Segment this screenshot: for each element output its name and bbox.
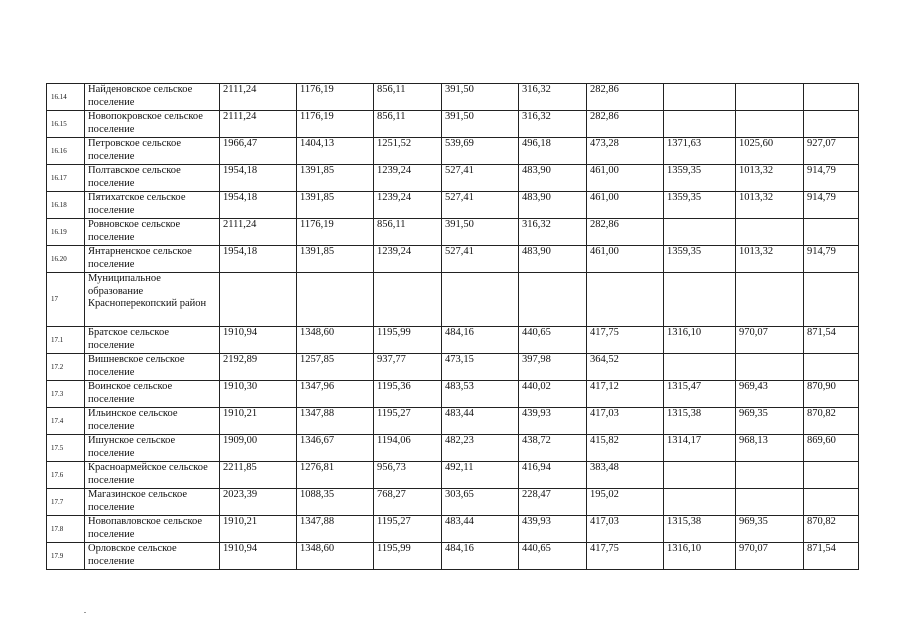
value-cell: 483,44 (442, 408, 519, 435)
value-cell: 1257,85 (297, 354, 374, 381)
value-cell: 1347,88 (297, 408, 374, 435)
row-number: 17.2 (47, 354, 85, 381)
value-cell: 2111,24 (220, 219, 297, 246)
settlement-name: Ровновское сельское поселение (85, 219, 220, 246)
value-cell: 527,41 (442, 192, 519, 219)
value-cell: 1359,35 (664, 165, 736, 192)
value-cell: 1371,63 (664, 138, 736, 165)
value-cell: 1195,99 (374, 543, 442, 570)
value-cell (804, 111, 859, 138)
value-cell: 1195,36 (374, 381, 442, 408)
value-cell: 1314,17 (664, 435, 736, 462)
value-cell: 440,65 (519, 327, 587, 354)
row-number: 17.6 (47, 462, 85, 489)
value-cell: 2111,24 (220, 111, 297, 138)
value-cell: 1276,81 (297, 462, 374, 489)
value-cell: 397,98 (519, 354, 587, 381)
value-cell: 1391,85 (297, 246, 374, 273)
value-cell: 1348,60 (297, 327, 374, 354)
value-cell: 1195,99 (374, 327, 442, 354)
settlement-name: Воинское сельское поселение (85, 381, 220, 408)
settlement-name: Петровское сельское поселение (85, 138, 220, 165)
value-cell (804, 489, 859, 516)
settlement-name: Ишунское сельское поселение (85, 435, 220, 462)
table-row (47, 408, 859, 435)
value-cell: 1954,18 (220, 192, 297, 219)
value-cell: 1316,10 (664, 327, 736, 354)
value-cell: 438,72 (519, 435, 587, 462)
value-cell (664, 273, 736, 327)
row-number: 17.5 (47, 435, 85, 462)
value-cell: 440,02 (519, 381, 587, 408)
value-cell: 316,32 (519, 219, 587, 246)
value-cell: 1347,88 (297, 516, 374, 543)
value-cell: 439,93 (519, 408, 587, 435)
value-cell: 869,60 (804, 435, 859, 462)
value-cell: 483,44 (442, 516, 519, 543)
value-cell: 856,11 (374, 84, 442, 111)
value-cell: 417,03 (587, 408, 664, 435)
table-row (47, 543, 859, 570)
value-cell: 415,82 (587, 435, 664, 462)
value-cell: 473,15 (442, 354, 519, 381)
value-cell (736, 354, 804, 381)
settlement-name: Новопокровское сельское поселение (85, 111, 220, 138)
value-cell: 937,77 (374, 354, 442, 381)
value-cell (736, 219, 804, 246)
value-cell (804, 354, 859, 381)
value-cell: 1176,19 (297, 219, 374, 246)
value-cell: 969,35 (736, 408, 804, 435)
settlement-name: Найденовское сельское поселение (85, 84, 220, 111)
value-cell: 871,54 (804, 543, 859, 570)
table-row (47, 327, 859, 354)
value-cell: 483,90 (519, 192, 587, 219)
value-cell: 871,54 (804, 327, 859, 354)
table-row (47, 192, 859, 219)
table-row (47, 273, 859, 327)
value-cell: 1359,35 (664, 246, 736, 273)
value-cell (736, 462, 804, 489)
value-cell: 282,86 (587, 219, 664, 246)
value-cell: 1954,18 (220, 165, 297, 192)
value-cell: 956,73 (374, 462, 442, 489)
value-cell: 461,00 (587, 246, 664, 273)
value-cell (220, 273, 297, 327)
value-cell: 1013,32 (736, 246, 804, 273)
table-row (47, 138, 859, 165)
value-cell: 1088,35 (297, 489, 374, 516)
value-cell: 483,53 (442, 381, 519, 408)
value-cell: 484,16 (442, 327, 519, 354)
value-cell: 914,79 (804, 165, 859, 192)
value-cell: 1195,27 (374, 408, 442, 435)
value-cell: 383,48 (587, 462, 664, 489)
value-cell: 1359,35 (664, 192, 736, 219)
value-cell: 970,07 (736, 327, 804, 354)
settlement-name: Новопавловское сельское поселение (85, 516, 220, 543)
value-cell: 461,00 (587, 165, 664, 192)
value-cell: 195,02 (587, 489, 664, 516)
value-cell (664, 354, 736, 381)
value-cell: 1013,32 (736, 165, 804, 192)
value-cell: 391,50 (442, 219, 519, 246)
value-cell: 473,28 (587, 138, 664, 165)
value-cell: 1391,85 (297, 192, 374, 219)
value-cell: 440,65 (519, 543, 587, 570)
value-cell: 969,43 (736, 381, 804, 408)
value-cell: 1404,13 (297, 138, 374, 165)
table-row (47, 84, 859, 111)
value-cell: 970,07 (736, 543, 804, 570)
row-number: 17.3 (47, 381, 85, 408)
row-number: 17 (47, 273, 85, 327)
value-cell: 870,82 (804, 408, 859, 435)
value-cell (736, 489, 804, 516)
settlement-name: Вишневское сельское поселение (85, 354, 220, 381)
value-cell (664, 219, 736, 246)
value-cell: 1910,21 (220, 516, 297, 543)
value-cell: 1194,06 (374, 435, 442, 462)
settlement-name: Янтарненское сельское поселение (85, 246, 220, 273)
value-cell: 1910,30 (220, 381, 297, 408)
value-cell: 1316,10 (664, 543, 736, 570)
value-cell: 2111,24 (220, 84, 297, 111)
value-cell: 417,75 (587, 327, 664, 354)
value-cell: 417,03 (587, 516, 664, 543)
table-row (47, 354, 859, 381)
value-cell: 768,27 (374, 489, 442, 516)
row-number: 17.8 (47, 516, 85, 543)
row-number: 16.14 (47, 84, 85, 111)
value-cell: 1315,47 (664, 381, 736, 408)
value-cell: 539,69 (442, 138, 519, 165)
value-cell: 1346,67 (297, 435, 374, 462)
settlement-name: Муниципальное образование Красноперекопский район (85, 273, 220, 327)
settlement-name: Полтавское сельское поселение (85, 165, 220, 192)
table-row (47, 462, 859, 489)
value-cell (736, 273, 804, 327)
value-cell (664, 489, 736, 516)
value-cell: 303,65 (442, 489, 519, 516)
value-cell: 856,11 (374, 111, 442, 138)
value-cell: 1176,19 (297, 84, 374, 111)
value-cell: 870,82 (804, 516, 859, 543)
table-row (47, 246, 859, 273)
row-number: 16.18 (47, 192, 85, 219)
value-cell (297, 273, 374, 327)
settlement-name: Красноармейское сельское поселение (85, 462, 220, 489)
value-cell: 1239,24 (374, 246, 442, 273)
value-cell: 417,75 (587, 543, 664, 570)
value-cell: 1315,38 (664, 516, 736, 543)
settlement-name: Магазинское сельское поселение (85, 489, 220, 516)
settlement-name: Орловское сельское поселение (85, 543, 220, 570)
value-cell: 461,00 (587, 192, 664, 219)
table-row (47, 165, 859, 192)
table-row (47, 489, 859, 516)
value-cell: 483,90 (519, 246, 587, 273)
value-cell: 1025,60 (736, 138, 804, 165)
value-cell: 914,79 (804, 192, 859, 219)
value-cell (374, 273, 442, 327)
value-cell (736, 111, 804, 138)
value-cell (587, 273, 664, 327)
row-number: 16.17 (47, 165, 85, 192)
settlement-name: Ильинское сельское поселение (85, 408, 220, 435)
row-number: 16.20 (47, 246, 85, 273)
value-cell: 483,90 (519, 165, 587, 192)
row-number: 17.7 (47, 489, 85, 516)
value-cell: 914,79 (804, 246, 859, 273)
table-row (47, 111, 859, 138)
table-body (47, 84, 859, 570)
value-cell: 391,50 (442, 84, 519, 111)
value-cell (804, 219, 859, 246)
row-number: 17.1 (47, 327, 85, 354)
value-cell: 364,52 (587, 354, 664, 381)
value-cell: 1176,19 (297, 111, 374, 138)
value-cell: 1966,47 (220, 138, 297, 165)
value-cell: 1239,24 (374, 192, 442, 219)
value-cell: 1910,94 (220, 543, 297, 570)
table-row (47, 516, 859, 543)
value-cell: 1239,24 (374, 165, 442, 192)
value-cell: 416,94 (519, 462, 587, 489)
row-number: 16.16 (47, 138, 85, 165)
tariff-table (46, 83, 859, 570)
value-cell: 439,93 (519, 516, 587, 543)
value-cell (664, 111, 736, 138)
value-cell: 2192,89 (220, 354, 297, 381)
value-cell (804, 273, 859, 327)
value-cell: 969,35 (736, 516, 804, 543)
row-number: 16.19 (47, 219, 85, 246)
table-row (47, 219, 859, 246)
value-cell: 1954,18 (220, 246, 297, 273)
value-cell: 1348,60 (297, 543, 374, 570)
value-cell (736, 84, 804, 111)
value-cell: 228,47 (519, 489, 587, 516)
table-row (47, 381, 859, 408)
value-cell: 2023,39 (220, 489, 297, 516)
value-cell (442, 273, 519, 327)
value-cell: 968,13 (736, 435, 804, 462)
value-cell: 316,32 (519, 84, 587, 111)
value-cell: 1347,96 (297, 381, 374, 408)
value-cell: 496,18 (519, 138, 587, 165)
settlement-name: Пятихатское сельское поселение (85, 192, 220, 219)
value-cell (519, 273, 587, 327)
value-cell: 482,23 (442, 435, 519, 462)
value-cell: 927,07 (804, 138, 859, 165)
value-cell: 1391,85 (297, 165, 374, 192)
value-cell: 1195,27 (374, 516, 442, 543)
value-cell (804, 462, 859, 489)
value-cell: 1251,52 (374, 138, 442, 165)
value-cell: 417,12 (587, 381, 664, 408)
value-cell: 484,16 (442, 543, 519, 570)
value-cell: 391,50 (442, 111, 519, 138)
value-cell: 1910,21 (220, 408, 297, 435)
value-cell: 870,90 (804, 381, 859, 408)
value-cell: 1315,38 (664, 408, 736, 435)
value-cell: 282,86 (587, 111, 664, 138)
row-number: 16.15 (47, 111, 85, 138)
value-cell: 527,41 (442, 165, 519, 192)
row-number: 17.4 (47, 408, 85, 435)
scan-speck (84, 612, 86, 613)
value-cell: 1909,00 (220, 435, 297, 462)
row-number: 17.9 (47, 543, 85, 570)
value-cell: 1013,32 (736, 192, 804, 219)
value-cell: 316,32 (519, 111, 587, 138)
value-cell (664, 84, 736, 111)
value-cell: 282,86 (587, 84, 664, 111)
value-cell: 492,11 (442, 462, 519, 489)
value-cell: 1910,94 (220, 327, 297, 354)
table-row (47, 435, 859, 462)
value-cell (804, 84, 859, 111)
value-cell: 527,41 (442, 246, 519, 273)
settlement-name: Братское сельское поселение (85, 327, 220, 354)
value-cell: 856,11 (374, 219, 442, 246)
value-cell (664, 462, 736, 489)
value-cell: 2211,85 (220, 462, 297, 489)
